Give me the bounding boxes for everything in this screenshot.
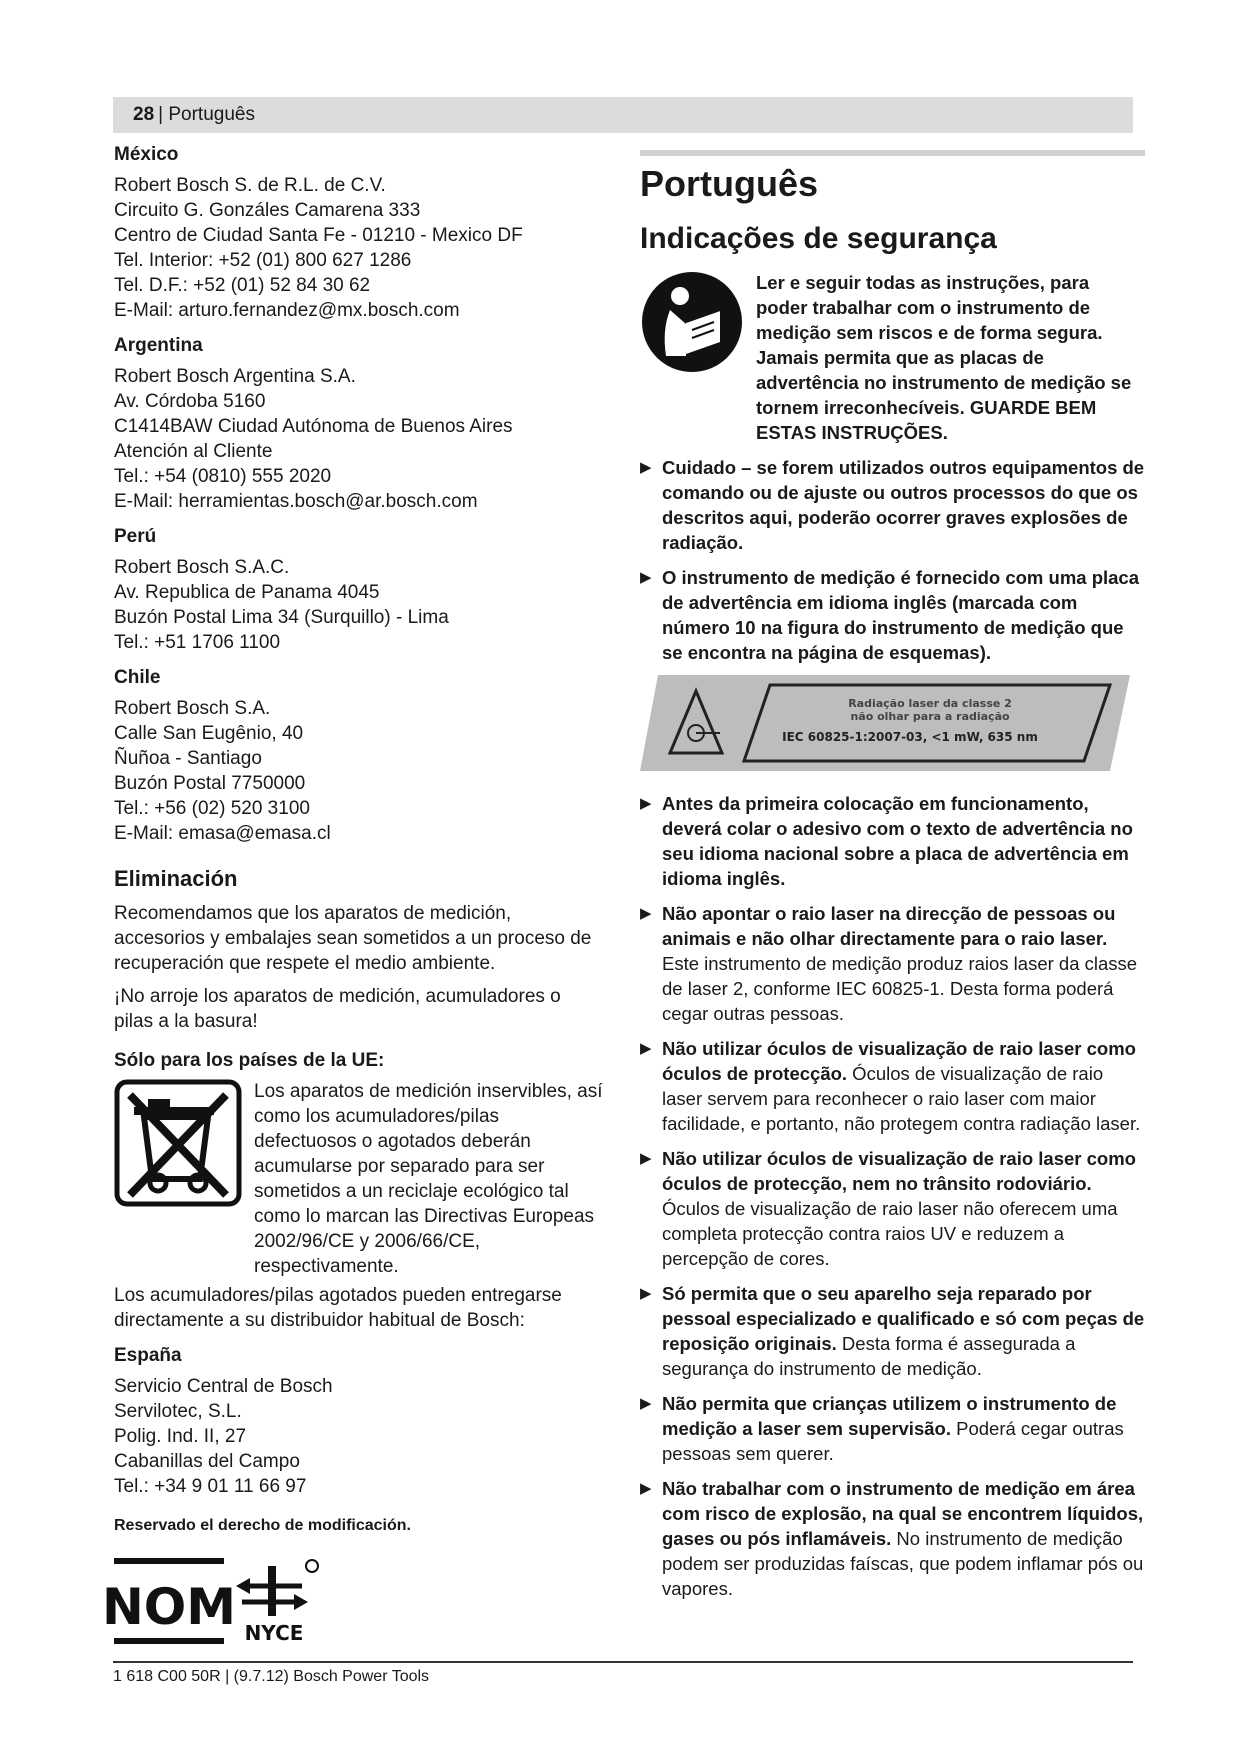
address-line: Calle San Eugênio, 40: [114, 723, 304, 744]
elimination-paragraph-1: Recomendamos que los aparatos de medición, accesorios y embalajes sean sometidos a un proceso de recuperación que respete el medio ambiente.: [114, 903, 592, 974]
bullet-text: No instrumento de medição podem ser produzidas faíscas, que podem inflamar pós ou vapores.: [662, 1528, 1144, 1599]
safety-bullet: [640, 1391, 1145, 1466]
address-line: C1414BAW Ciudad Autónoma de Buenos Aires: [114, 416, 513, 437]
spain-address: [114, 1343, 604, 1499]
safety-bullet: [640, 565, 1145, 665]
address-line: Robert Bosch S. de R.L. de C.V.: [114, 175, 386, 196]
safety-bullet: [640, 1036, 1145, 1136]
laser-warning-label: [640, 675, 1145, 777]
country-list: [114, 142, 604, 846]
address-line: E-Mail: arturo.fernandez@mx.bosch.com: [114, 300, 460, 321]
bullet-triangle-icon: ▶: [640, 1150, 652, 1167]
bullet-bold: Não permita que crianças utilizem o instrumento de medição a laser sem supervisão.: [662, 1393, 1117, 1439]
bullet-triangle-icon: ▶: [640, 905, 652, 922]
bullet-bold: Cuidado – se forem utilizados outros equipamentos de comando ou de ajuste ou outros processos do que os descritos aqui, poderão ocorrer graves explosões de radiação.: [662, 457, 1145, 553]
safety-intro: [640, 270, 1145, 445]
page-footer: 1 618 C00 50R | (9.7.12) Bosch Power Tools: [113, 1668, 430, 1685]
spain-line: Cabanillas del Campo: [114, 1451, 300, 1472]
nyce-logo-text: NYCE: [244, 1621, 304, 1645]
address-line: Av. Republica de Panama 4045: [114, 582, 380, 603]
page-number: 28: [133, 104, 155, 125]
address-line: Centro de Ciudad Santa Fe - 01210 - Mexico DF: [114, 225, 523, 246]
language-title: Português: [640, 163, 819, 204]
bullet-bold: Só permita que o seu aparelho seja reparado por pessoal especializado e qualificado e só com peças de reposição originais.: [662, 1283, 1145, 1354]
bullet-text: Óculos de visualização de raio laser não oferecem uma completa protecção contra raios UV e reduzem a percepção de cores.: [662, 1198, 1118, 1269]
nyce-logo-icon: [232, 1558, 322, 1644]
battery-return-paragraph: Los acumuladores/pilas agotados pueden entregarse directamente a su distribuidor habitual de Bosch:: [114, 1285, 562, 1331]
safety-bullet: [640, 901, 1145, 1026]
safety-bullet: [640, 1476, 1145, 1601]
country-title: México: [114, 144, 179, 165]
spain-line: Tel.: +34 9 01 11 66 97: [114, 1476, 307, 1497]
bullet-bold: Não trabalhar com o instrumento de medição em área com risco de explosão, na qual se encontrem líquidos, gases ou pós inflamáveis.: [662, 1478, 1144, 1549]
bullet-triangle-icon: ▶: [640, 459, 652, 476]
left-column: [101, 142, 604, 1645]
footer-rule: [113, 1661, 1133, 1663]
spain-line: Polig. Ind. II, 27: [114, 1426, 247, 1447]
bullet-bold: Antes da primeira colocação em funcionamento, deverá colar o adesivo com o texto de advertência no seu idioma nacional sobre a placa de advertência em idioma inglês.: [662, 793, 1133, 889]
bullet-bold: Não utilizar óculos de visualização de raio laser como óculos de protecção, nem no trânsito rodoviário.: [662, 1148, 1136, 1194]
bullet-triangle-icon: ▶: [640, 1040, 652, 1057]
header-section: | Português: [158, 104, 255, 125]
address-line: Robert Bosch S.A.: [114, 698, 271, 719]
bullet-bold: O instrumento de medição é fornecido com uma placa de advertência em idioma inglês (marcada com número 10 na figura do instrumento de medição que se encontra na página de esquemas).: [662, 567, 1139, 663]
address-line: Circuito G. Gonzáles Camarena 333: [114, 200, 421, 221]
address-line: Buzón Postal Lima 34 (Surquillo) - Lima: [114, 607, 449, 628]
bullet-triangle-icon: ▶: [640, 569, 652, 586]
address-line: Ñuñoa - Santiago: [114, 748, 262, 769]
safety-intro-text: Ler e seguir todas as instruções, para poder trabalhar com o instrumento de medição sem riscos e de forma segura. Jamais permita que as placas de advertência no instrumento de medição se tornem irreconhecíveis. GUARDE BEM ESTAS INSTRUÇÕES.: [756, 272, 1132, 443]
address-line: Robert Bosch S.A.C.: [114, 557, 290, 578]
safety-title: Indicações de segurança: [640, 222, 997, 255]
bullet-bold: Não apontar o raio laser na direcção de pessoas ou animais e não olhar directamente para o raio laser.: [662, 903, 1116, 949]
address-line: Robert Bosch Argentina S.A.: [114, 366, 356, 387]
label-line-2: não olhar para a radiação: [850, 710, 1010, 723]
address-line: Buzón Postal 7750000: [114, 773, 306, 794]
spain-line: Servilotec, S.L.: [114, 1401, 242, 1422]
eu-title: Sólo para los países de la UE:: [114, 1050, 385, 1071]
elimination-title: Eliminación: [114, 866, 238, 891]
country-title: Perú: [114, 526, 157, 547]
address-block: [114, 524, 604, 655]
bullet-triangle-icon: ▶: [640, 1395, 652, 1412]
weee-block: [114, 1079, 604, 1279]
page-header: [113, 97, 1133, 133]
nom-logo-icon: [101, 1558, 237, 1644]
safety-bullet: [640, 1281, 1145, 1381]
bullet-triangle-icon: ▶: [640, 1285, 652, 1302]
bullet-triangle-icon: ▶: [640, 795, 652, 812]
bullet-text: Poderá cegar outras pessoas sem querer.: [662, 1418, 1124, 1464]
label-line-3: IEC 60825-1:2007-03, <1 mW, 635 nm: [782, 730, 1038, 744]
address-block: [114, 333, 604, 514]
spain-title: España: [114, 1345, 182, 1366]
weee-text: Los aparatos de medición inservibles, así como los acumuladores/pilas defectuosos o agotados deberán acumularse por separado para ser sometidos a un reciclaje ecológico tal como lo marcan las Directivas Europeas 2002/96/CE y 2006/66/CE, respectivamente.: [254, 1081, 603, 1277]
crossed-bin-icon: [114, 1079, 242, 1207]
bullet-text: Desta forma é assegurada a segurança do instrumento de medição.: [662, 1333, 1076, 1379]
bullet-triangle-icon: ▶: [640, 1480, 652, 1497]
address-line: Tel.: +56 (02) 520 3100: [114, 798, 310, 819]
address-block: [114, 665, 604, 846]
safety-bullet: [640, 455, 1145, 555]
safety-bullet: [640, 1146, 1145, 1271]
bullet-text: Óculos de visualização de raio laser servem para reconhecer o raio laser com maior facilidade, e portanto, não protegem contra radiação laser.: [662, 1063, 1141, 1134]
nom-logo-text: NOM: [101, 1578, 237, 1636]
address-line: E-Mail: herramientas.bosch@ar.bosch.com: [114, 491, 478, 512]
certification-logos: [101, 1558, 604, 1645]
country-title: Argentina: [114, 335, 203, 356]
bullet-text: Este instrumento de medição produz raios laser da classe de laser 2, conforme IEC 60825-1. Desta forma poderá cegar outras pessoas.: [662, 953, 1138, 1024]
address-block: [114, 142, 604, 323]
reserved-rights: Reservado el derecho de modificación.: [114, 1517, 411, 1534]
address-line: Tel.: +51 1706 1100: [114, 632, 281, 653]
country-title: Chile: [114, 667, 161, 688]
address-line: Tel. D.F.: +52 (01) 52 84 30 62: [114, 275, 371, 296]
address-line: Atención al Cliente: [114, 441, 273, 462]
label-line-1: Radiação laser da classe 2: [848, 697, 1012, 710]
address-line: Av. Córdoba 5160: [114, 391, 266, 412]
right-column: [640, 150, 1145, 1611]
safety-bullet: [640, 791, 1145, 891]
read-manual-icon: [640, 270, 744, 374]
address-line: Tel. Interior: +52 (01) 800 627 1286: [114, 250, 412, 271]
bullet-bold: Não utilizar óculos de visualização de raio laser como óculos de protecção.: [662, 1038, 1136, 1084]
spain-line: Servicio Central de Bosch: [114, 1376, 333, 1397]
address-line: E-Mail: emasa@emasa.cl: [114, 823, 331, 844]
address-line: Tel.: +54 (0810) 555 2020: [114, 466, 332, 487]
section-rule: [640, 150, 1145, 156]
elimination-paragraph-2: ¡No arroje los aparatos de medición, acumuladores o pilas a la basura!: [114, 986, 561, 1032]
